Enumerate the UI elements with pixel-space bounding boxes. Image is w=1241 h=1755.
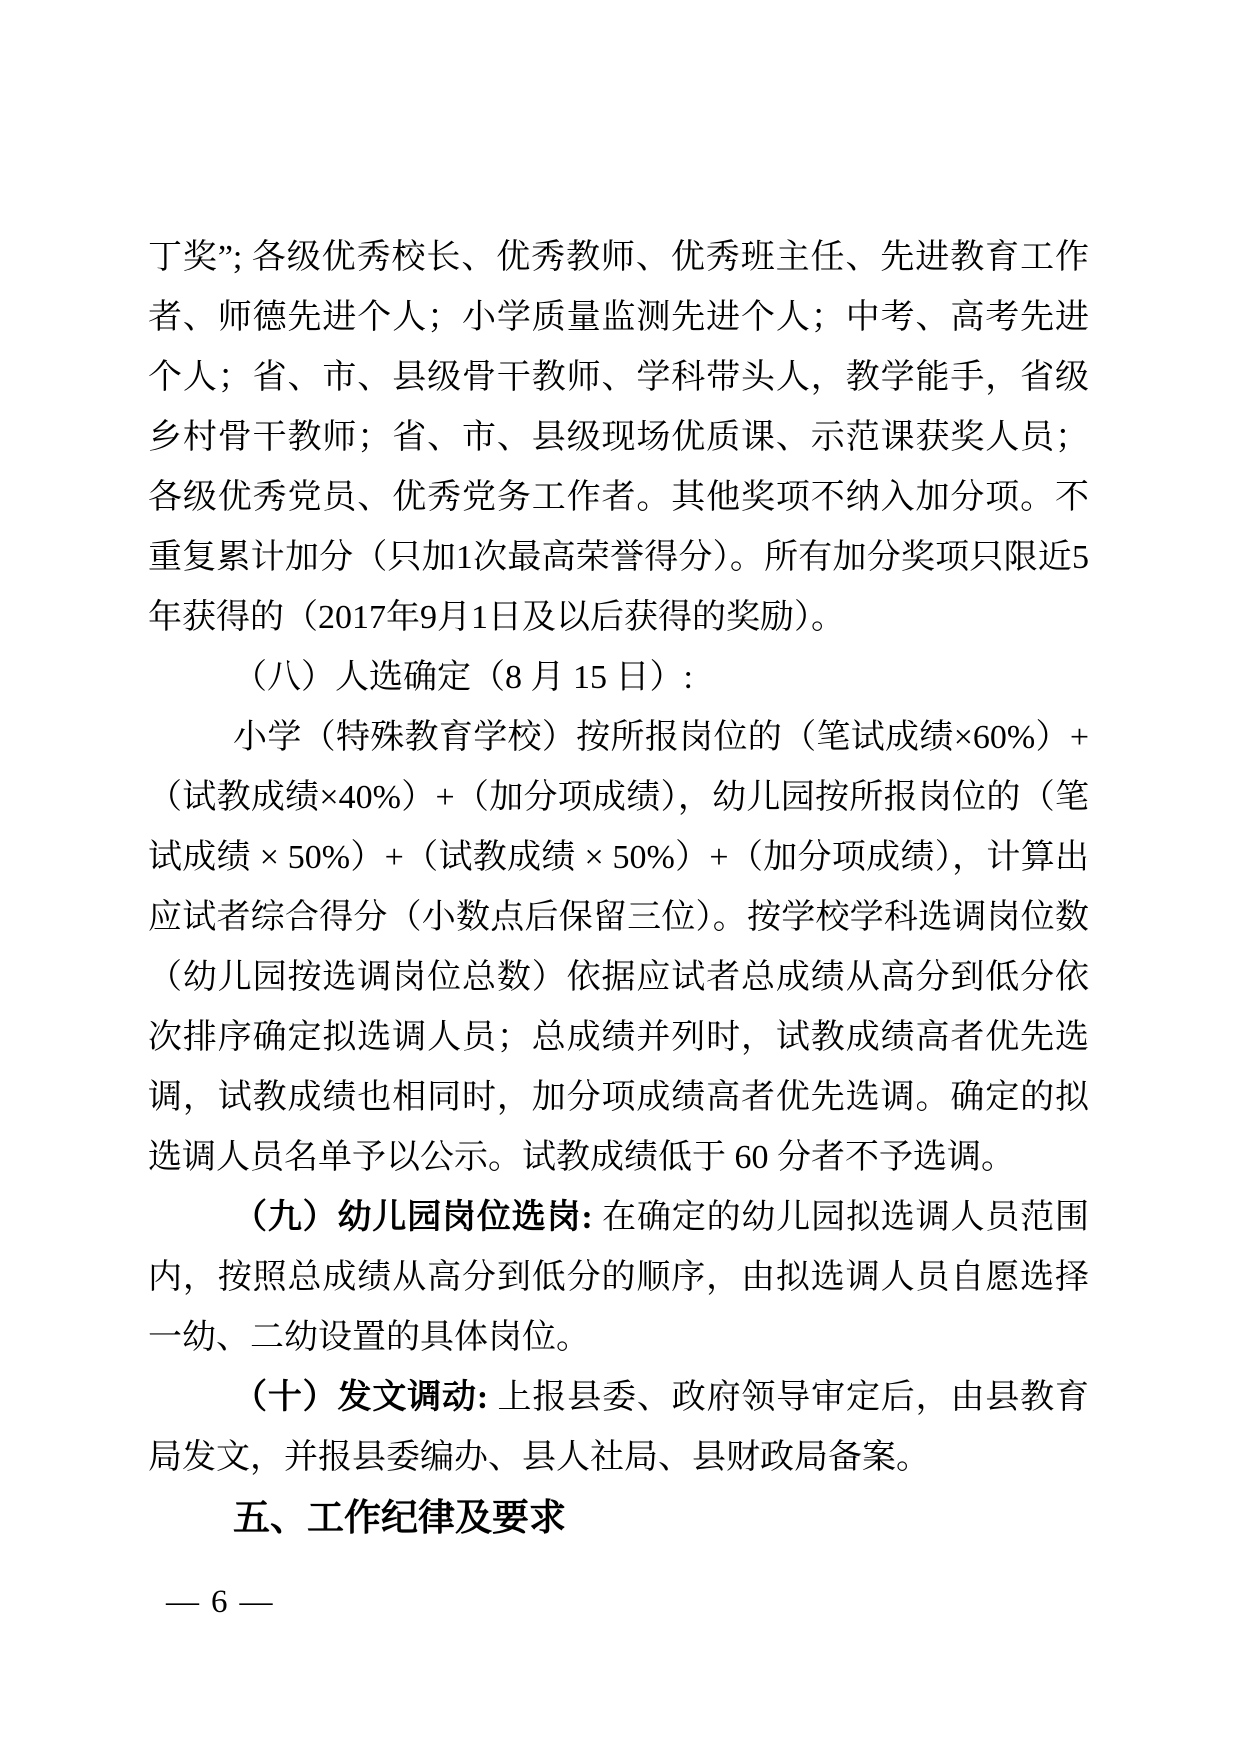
document-body [148,228,1089,1548]
heading-item-9-lead: （九）幼儿园岗位选岗: [233,1199,593,1236]
paragraph-awards-continued: 丁奖”; 各级优秀校长、优秀教师、优秀班主任、先进教育工作者、师德先进个人；小学质量监测先进个人；中考、高考先进个人；省、市、县级骨干教师、学科带头人，教学能手，省级乡村骨干教师；省、市、县级现场优质课、示范课获奖人员；各级优秀党员、优秀党务工作者。其他奖项不纳入加分项。不重复累计加分（只加1次最高荣誉得分）。所有加分奖项只限近5年获得的（2017年9月1日及以后获得的奖励）。 [148,239,1089,636]
paragraph-item-9-text: 在确定的幼儿园拟选调人员范围内，按照总成绩从高分到低分的顺序，由拟选调人员自愿选择一幼、二幼设置的具体岗位。 [148,1199,1090,1356]
heading-item-8: （八）人选确定（8 月 15 日）: [233,659,693,696]
page-footer [166,1584,273,1620]
paragraph-item-9 [148,1188,1089,1368]
heading-item-10-lead: （十）发文调动: [233,1379,489,1416]
footer-dash-left: — [166,1584,199,1620]
paragraph-item-10-text: 上报县委、政府领导审定后，由县教育局发文，并报县委编办、县人社局、县财政局备案。 [148,1379,1090,1476]
paragraph-item-10 [148,1368,1089,1488]
section-heading-5: 五、工作纪律及要求 [233,1497,566,1538]
paragraph-scoring-rules: 小学（特殊教育学校）按所报岗位的（笔试成绩×60%）+（试教成绩×40%）+（加分项成绩），幼儿园按所报岗位的（笔试成绩 × 50%）+（试教成绩 × 50%）+（加分项成绩），计算出应试者综合得分（小数点后保留三位）。按学校学科选调岗位数（幼儿园按选调岗位总数）依据应试者总成绩从高分到低分依次排序确定拟选调人员；总成绩并列时，试教成绩高者优先选调，试教成绩也相同时，加分项成绩高者优先选调。确定的拟选调人员名单予以公示。试教成绩低于 60 分者不予选调。 [148,719,1089,1176]
page-number: 6 [211,1584,228,1620]
footer-dash-right: — [239,1584,273,1620]
